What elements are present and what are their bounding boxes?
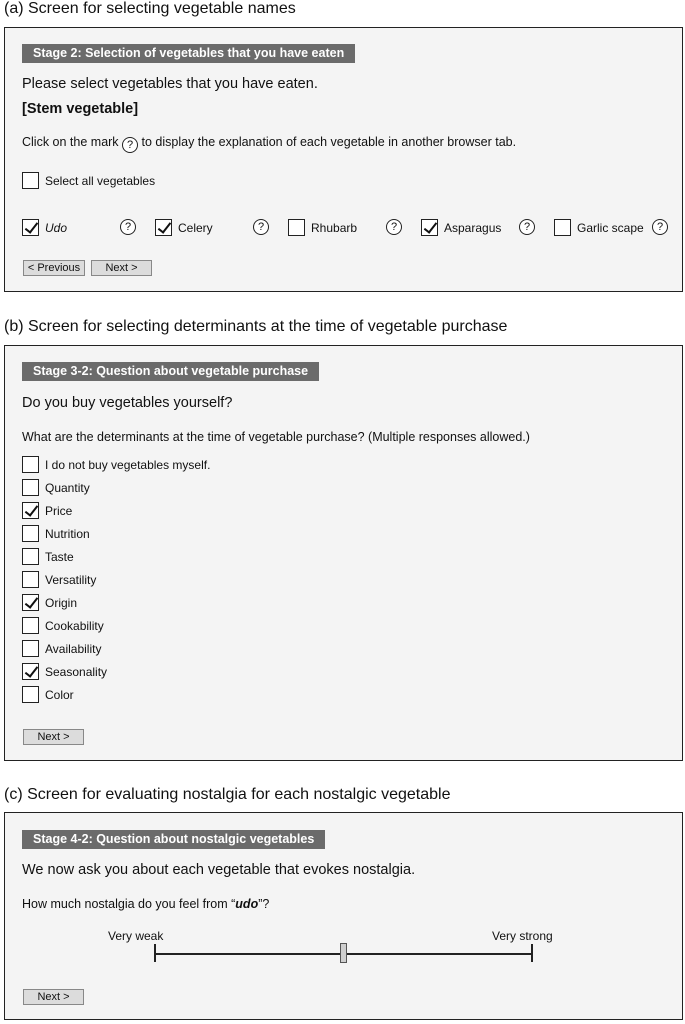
question-vegetable: udo [235,897,259,911]
option-checkbox-versatility[interactable] [22,571,39,588]
question-after: ”? [258,897,270,911]
celery-help-icon[interactable]: ? [253,219,269,235]
select-all-checkbox[interactable] [22,172,39,189]
option-checkbox-taste[interactable] [22,548,39,565]
prompt: We now ask you about each vegetable that evokes nostalgia. [22,862,416,878]
help-icon: ? [122,137,138,153]
option-label: Origin [45,596,78,610]
stage-title: Stage 4-2: Question about nostalgic vegetables [22,830,325,849]
prompt: Please select vegetables that you have eaten. [22,76,318,92]
option-checkbox-nutrition[interactable] [22,525,39,542]
next-button[interactable]: Next > [91,260,152,276]
option-label: I do not buy vegetables myself. [45,458,211,472]
panel-nostalgia-rating [4,812,683,1020]
scale-min-label: Very weak [108,929,164,943]
udo-help-icon[interactable]: ? [120,219,136,235]
scale-max-label: Very strong [492,929,553,943]
celery-label: Celery [178,221,213,235]
previous-button[interactable]: < Previous [23,260,85,276]
option-checkbox-quantity[interactable] [22,479,39,496]
option-label: Cookability [45,619,104,633]
asparagus-label: Asparagus [444,221,502,235]
question: What are the determinants at the time of vegetable purchase? (Multiple responses allowed.) [22,430,530,444]
option-checkbox-color[interactable] [22,686,39,703]
question [22,897,269,911]
instruction-before: Click on the mark [22,135,119,149]
rhubarb-help-icon[interactable]: ? [386,219,402,235]
option-checkbox-price[interactable] [22,502,39,519]
help-instruction [22,135,516,153]
prompt: Do you buy vegetables yourself? [22,395,233,411]
caption-a: (a) Screen for selecting vegetable names [4,0,296,17]
asparagus-checkbox[interactable] [421,219,438,236]
option-checkbox-seasonality[interactable] [22,663,39,680]
slider-thumb[interactable] [340,943,347,963]
category-heading: [Stem vegetable] [22,101,139,117]
option-checkbox-availability[interactable] [22,640,39,657]
option-label: Availability [45,642,102,656]
udo-checkbox[interactable] [22,219,39,236]
option-label: Color [45,688,74,702]
rhubarb-checkbox[interactable] [288,219,305,236]
option-label: Nutrition [45,527,90,541]
option-checkbox-cookability[interactable] [22,617,39,634]
question-before: How much nostalgia do you feel from “ [22,897,236,911]
celery-checkbox[interactable] [155,219,172,236]
slider-max-tick [531,944,533,962]
caption-c: (c) Screen for evaluating nostalgia for each nostalgic vegetable [4,786,451,803]
option-label: Price [45,504,73,518]
stage-title: Stage 3-2: Question about vegetable purchase [22,362,319,381]
asparagus-help-icon[interactable]: ? [519,219,535,235]
option-label: Versatility [45,573,97,587]
select-all-label: Select all vegetables [45,174,156,188]
panel-vegetable-selection [4,27,683,292]
stage-title: Stage 2: Selection of vegetables that you have eaten [22,44,355,63]
garlic-scape-label: Garlic scape [577,221,644,235]
option-checkbox-origin[interactable] [22,594,39,611]
panel-purchase-determinants [4,345,683,761]
next-button[interactable]: Next > [23,729,84,745]
garlic-scape-checkbox[interactable] [554,219,571,236]
rhubarb-label: Rhubarb [311,221,358,235]
option-label: Taste [45,550,74,564]
option-label: Quantity [45,481,90,495]
option-label: Seasonality [45,665,108,679]
garlic-scape-help-icon[interactable]: ? [652,219,668,235]
udo-label: Udo [45,221,68,235]
next-button[interactable]: Next > [23,989,84,1005]
instruction-after: to display the explanation of each vegetable in another browser tab. [141,135,517,149]
caption-b: (b) Screen for selecting determinants at the time of vegetable purchase [4,318,508,335]
option-checkbox-not-buy[interactable] [22,456,39,473]
